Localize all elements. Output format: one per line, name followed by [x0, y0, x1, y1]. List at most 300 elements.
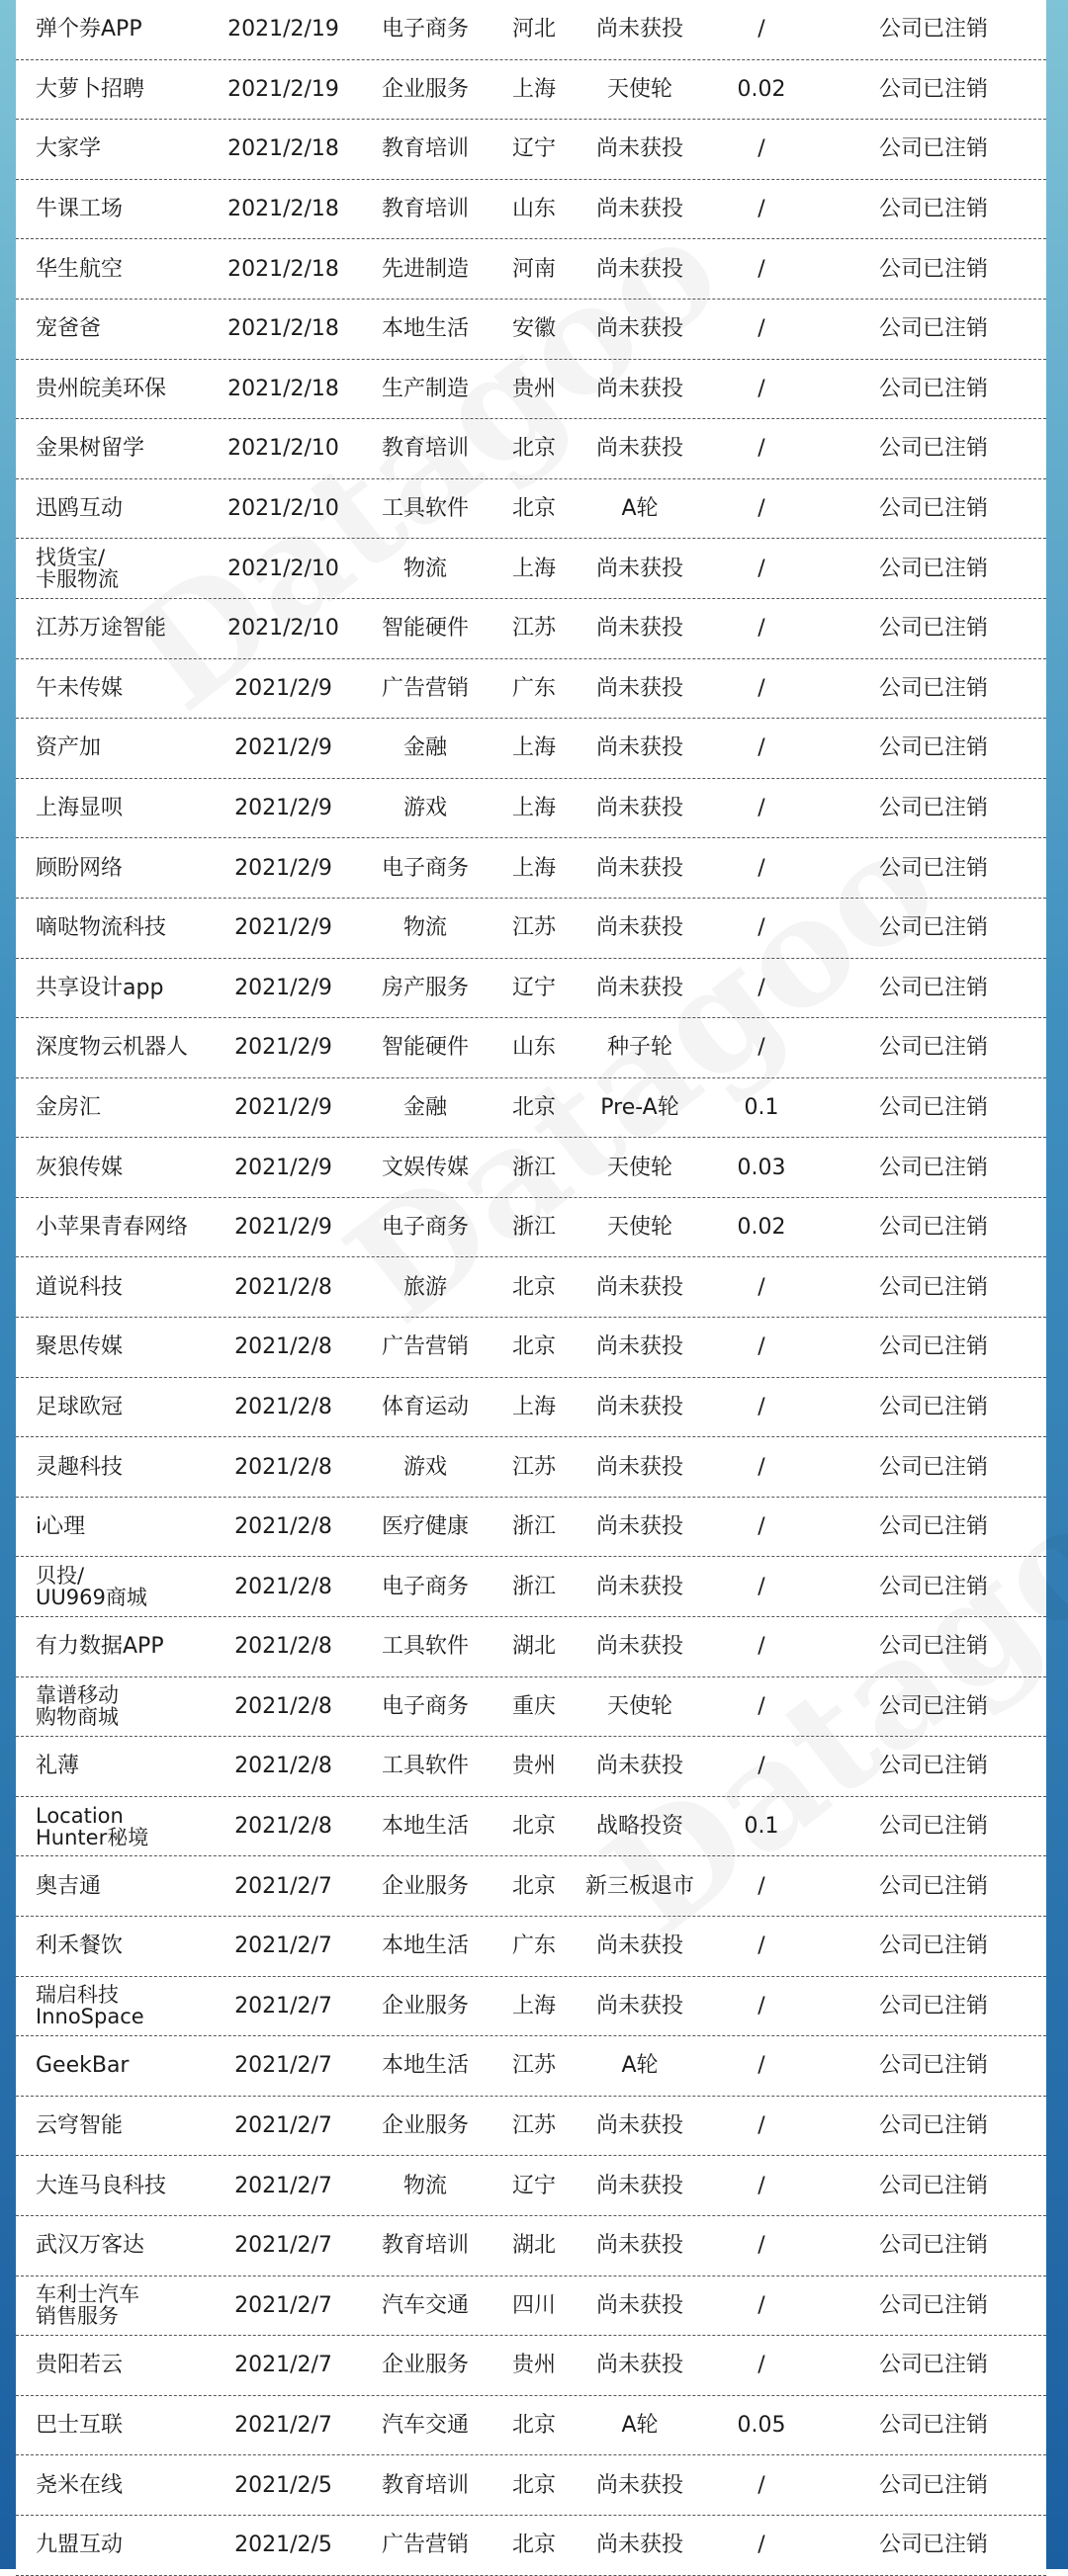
industry-cell: 游戏: [402, 795, 447, 820]
company-name-cell: 九盟互动: [36, 2533, 124, 2558]
table-row: [16, 1856, 1046, 1917]
industry-cell: 汽车交通: [381, 2413, 469, 2438]
table-row: [16, 2516, 1046, 2576]
table-row: [16, 779, 1046, 839]
table-row: [16, 2336, 1046, 2396]
region-cell: 山东: [511, 197, 556, 222]
amount-cell: /: [757, 1035, 765, 1061]
region-cell: 上海: [511, 556, 556, 581]
date-cell: 2021/2/7: [234, 2053, 332, 2079]
industry-cell: 企业服务: [381, 1873, 469, 1899]
funding-round-cell: 尚未获投: [595, 855, 683, 881]
region-cell: 河南: [511, 256, 556, 282]
industry-cell: 房产服务: [381, 975, 469, 1000]
status-cell: 公司已注销: [878, 1155, 988, 1180]
company-name-cell: 深度物云机器人: [36, 1035, 189, 1061]
company-name-cell: 共享设计app: [36, 975, 164, 1000]
table-row: [16, 120, 1046, 180]
region-cell: 湖北: [511, 1634, 556, 1660]
table-row: [16, 959, 1046, 1019]
region-cell: 上海: [511, 1394, 556, 1419]
company-name-cell: 靠谱移动 购物商城: [36, 1683, 119, 1730]
industry-cell: 本地生活: [381, 1814, 469, 1840]
table-row: [16, 60, 1046, 121]
company-name-cell: 车利士汽车 销售服务: [36, 2282, 139, 2329]
funding-round-cell: 战略投资: [595, 1814, 683, 1840]
company-name-cell: 江苏万途智能: [36, 616, 167, 642]
status-cell: 公司已注销: [878, 256, 988, 282]
date-cell: 2021/2/9: [234, 1155, 332, 1180]
region-cell: 贵州: [511, 1754, 556, 1779]
company-name-cell: 金房汇: [36, 1094, 102, 1120]
funding-round-cell: 尚未获投: [595, 376, 683, 401]
date-cell: 2021/2/5: [234, 2472, 332, 2498]
table-row: [16, 539, 1046, 599]
date-cell: 2021/2/7: [234, 1933, 332, 1959]
funding-round-cell: 尚未获投: [595, 1274, 683, 1300]
amount-cell: /: [757, 735, 765, 761]
amount-cell: /: [757, 1514, 765, 1540]
table-row: [16, 479, 1046, 540]
funding-round-cell: 新三板退市: [584, 1873, 694, 1899]
status-cell: 公司已注销: [878, 675, 988, 701]
date-cell: 2021/2/8: [234, 1814, 332, 1840]
industry-cell: 医疗健康: [381, 1514, 469, 1540]
amount-cell: /: [757, 2353, 765, 2378]
region-cell: 广东: [511, 675, 556, 701]
amount-cell: /: [757, 1693, 765, 1719]
status-cell: 公司已注销: [878, 1035, 988, 1061]
company-name-cell: 大家学: [36, 136, 102, 162]
company-name-cell: 弹个券APP: [36, 17, 142, 43]
amount-cell: /: [757, 1574, 765, 1599]
funding-round-cell: 尚未获投: [595, 2533, 683, 2558]
table-row: [16, 1138, 1046, 1198]
table-row: [16, 1018, 1046, 1078]
date-cell: 2021/2/7: [234, 1873, 332, 1899]
region-cell: 北京: [511, 1873, 556, 1899]
table-row: [16, 239, 1046, 300]
region-cell: 贵州: [511, 376, 556, 401]
funding-round-cell: 尚未获投: [595, 975, 683, 1000]
amount-cell: /: [757, 1754, 765, 1779]
amount-cell: 0.02: [737, 76, 786, 102]
industry-cell: 广告营销: [381, 1334, 469, 1360]
date-cell: 2021/2/7: [234, 1993, 332, 2018]
amount-cell: /: [757, 136, 765, 162]
industry-cell: 先进制造: [381, 256, 469, 282]
amount-cell: /: [757, 197, 765, 222]
region-cell: 浙江: [511, 1514, 556, 1540]
status-cell: 公司已注销: [878, 2533, 988, 2558]
status-cell: 公司已注销: [878, 436, 988, 462]
status-cell: 公司已注销: [878, 1754, 988, 1779]
status-cell: 公司已注销: [878, 2233, 988, 2259]
amount-cell: /: [757, 2292, 765, 2318]
region-cell: 北京: [511, 436, 556, 462]
region-cell: 浙江: [511, 1215, 556, 1241]
table-row: [16, 2276, 1046, 2337]
date-cell: 2021/2/7: [234, 2353, 332, 2378]
date-cell: 2021/2/5: [234, 2533, 332, 2558]
region-cell: 江苏: [511, 2053, 556, 2079]
region-cell: 上海: [511, 795, 556, 820]
amount-cell: /: [757, 2173, 765, 2198]
amount-cell: /: [757, 975, 765, 1000]
status-cell: 公司已注销: [878, 17, 988, 43]
region-cell: 上海: [511, 76, 556, 102]
table-row: [16, 2097, 1046, 2157]
company-name-cell: 午未传媒: [36, 675, 124, 701]
company-name-cell: 尧米在线: [36, 2472, 124, 2498]
region-cell: 北京: [511, 1814, 556, 1840]
left-border-decoration: [0, 0, 16, 2569]
date-cell: 2021/2/18: [227, 197, 339, 222]
funding-round-cell: 尚未获投: [595, 256, 683, 282]
status-cell: 公司已注销: [878, 1394, 988, 1419]
company-name-cell: 聚思传媒: [36, 1334, 124, 1360]
deregistered-companies-table: [16, 0, 1046, 2576]
company-name-cell: 上海显呗: [36, 795, 124, 820]
date-cell: 2021/2/7: [234, 2413, 332, 2438]
funding-round-cell: 尚未获投: [595, 2233, 683, 2259]
funding-round-cell: A轮: [621, 2053, 659, 2079]
amount-cell: /: [757, 2472, 765, 2498]
funding-round-cell: 尚未获投: [595, 1634, 683, 1660]
amount-cell: /: [757, 2053, 765, 2079]
status-cell: 公司已注销: [878, 795, 988, 820]
company-name-cell: 贵州皖美环保: [36, 376, 167, 401]
table-row: [16, 1257, 1046, 1318]
amount-cell: /: [757, 556, 765, 581]
company-name-cell: 牛课工场: [36, 197, 124, 222]
amount-cell: /: [757, 17, 765, 43]
date-cell: 2021/2/10: [227, 616, 339, 642]
company-name-cell: 贵阳若云: [36, 2353, 124, 2378]
amount-cell: /: [757, 1993, 765, 2018]
amount-cell: 0.05: [737, 2413, 786, 2438]
company-name-cell: 大连马良科技: [36, 2173, 167, 2198]
industry-cell: 教育培训: [381, 136, 469, 162]
industry-cell: 广告营销: [381, 675, 469, 701]
date-cell: 2021/2/8: [234, 1574, 332, 1599]
region-cell: 重庆: [511, 1693, 556, 1719]
company-name-cell: 找货宝/ 卡服物流: [36, 546, 119, 592]
status-cell: 公司已注销: [878, 136, 988, 162]
status-cell: 公司已注销: [878, 1334, 988, 1360]
amount-cell: /: [757, 316, 765, 342]
amount-cell: /: [757, 915, 765, 941]
table-row: [16, 0, 1046, 60]
region-cell: 浙江: [511, 1155, 556, 1180]
funding-round-cell: 尚未获投: [595, 436, 683, 462]
table-row: [16, 360, 1046, 420]
status-cell: 公司已注销: [878, 2113, 988, 2139]
amount-cell: /: [757, 496, 765, 521]
date-cell: 2021/2/9: [234, 1035, 332, 1061]
status-cell: 公司已注销: [878, 2292, 988, 2318]
amount-cell: 0.1: [744, 1094, 779, 1120]
amount-cell: /: [757, 795, 765, 820]
region-cell: 上海: [511, 855, 556, 881]
date-cell: 2021/2/7: [234, 2233, 332, 2259]
funding-round-cell: 尚未获投: [595, 1993, 683, 2018]
date-cell: 2021/2/19: [227, 17, 339, 43]
company-name-cell: 足球欧冠: [36, 1394, 124, 1419]
table-row: [16, 180, 1046, 240]
status-cell: 公司已注销: [878, 556, 988, 581]
table-row: [16, 659, 1046, 720]
table-row: [16, 1198, 1046, 1258]
funding-round-cell: 尚未获投: [595, 2113, 683, 2139]
table-row: [16, 1917, 1046, 1977]
region-cell: 四川: [511, 2292, 556, 2318]
amount-cell: 0.02: [737, 1215, 786, 1241]
table-row: [16, 1078, 1046, 1139]
funding-round-cell: 尚未获投: [595, 1394, 683, 1419]
funding-round-cell: 尚未获投: [595, 316, 683, 342]
industry-cell: 教育培训: [381, 436, 469, 462]
date-cell: 2021/2/10: [227, 436, 339, 462]
company-name-cell: 灵趣科技: [36, 1454, 124, 1480]
date-cell: 2021/2/18: [227, 376, 339, 401]
amount-cell: /: [757, 2533, 765, 2558]
date-cell: 2021/2/9: [234, 975, 332, 1000]
industry-cell: 教育培训: [381, 197, 469, 222]
date-cell: 2021/2/8: [234, 1454, 332, 1480]
date-cell: 2021/2/8: [234, 1514, 332, 1540]
date-cell: 2021/2/8: [234, 1754, 332, 1779]
funding-round-cell: 尚未获投: [595, 616, 683, 642]
funding-round-cell: 尚未获投: [595, 675, 683, 701]
status-cell: 公司已注销: [878, 76, 988, 102]
amount-cell: /: [757, 1334, 765, 1360]
funding-round-cell: 天使轮: [606, 1693, 672, 1719]
industry-cell: 工具软件: [381, 496, 469, 521]
status-cell: 公司已注销: [878, 496, 988, 521]
funding-round-cell: 尚未获投: [595, 2353, 683, 2378]
status-cell: 公司已注销: [878, 616, 988, 642]
amount-cell: /: [757, 1873, 765, 1899]
company-name-cell: 巴士互联: [36, 2413, 124, 2438]
industry-cell: 电子商务: [381, 1215, 469, 1241]
region-cell: 广东: [511, 1933, 556, 1959]
industry-cell: 游戏: [402, 1454, 447, 1480]
date-cell: 2021/2/10: [227, 556, 339, 581]
industry-cell: 教育培训: [381, 2233, 469, 2259]
funding-round-cell: 尚未获投: [595, 136, 683, 162]
status-cell: 公司已注销: [878, 376, 988, 401]
funding-round-cell: 尚未获投: [595, 735, 683, 761]
region-cell: 河北: [511, 17, 556, 43]
date-cell: 2021/2/7: [234, 2292, 332, 2318]
status-cell: 公司已注销: [878, 1814, 988, 1840]
region-cell: 贵州: [511, 2353, 556, 2378]
funding-round-cell: 种子轮: [606, 1035, 672, 1061]
amount-cell: /: [757, 256, 765, 282]
region-cell: 安徽: [511, 316, 556, 342]
status-cell: 公司已注销: [878, 316, 988, 342]
region-cell: 江苏: [511, 1454, 556, 1480]
industry-cell: 企业服务: [381, 1993, 469, 2018]
table-row: [16, 1677, 1046, 1738]
date-cell: 2021/2/8: [234, 1693, 332, 1719]
amount-cell: /: [757, 1454, 765, 1480]
table-row: [16, 599, 1046, 659]
industry-cell: 物流: [402, 556, 447, 581]
region-cell: 浙江: [511, 1574, 556, 1599]
date-cell: 2021/2/9: [234, 1215, 332, 1241]
amount-cell: /: [757, 1274, 765, 1300]
company-name-cell: 贝投/ UU969商城: [36, 1564, 147, 1610]
industry-cell: 企业服务: [381, 2113, 469, 2139]
region-cell: 北京: [511, 1274, 556, 1300]
status-cell: 公司已注销: [878, 735, 988, 761]
table-row: [16, 2396, 1046, 2456]
status-cell: 公司已注销: [878, 1574, 988, 1599]
funding-round-cell: 尚未获投: [595, 556, 683, 581]
industry-cell: 电子商务: [381, 1574, 469, 1599]
industry-cell: 工具软件: [381, 1754, 469, 1779]
status-cell: 公司已注销: [878, 1993, 988, 2018]
status-cell: 公司已注销: [878, 1274, 988, 1300]
company-name-cell: 有力数据APP: [36, 1634, 164, 1660]
industry-cell: 本地生活: [381, 316, 469, 342]
table-row: [16, 2156, 1046, 2216]
amount-cell: /: [757, 616, 765, 642]
region-cell: 辽宁: [511, 2173, 556, 2198]
status-cell: 公司已注销: [878, 2472, 988, 2498]
industry-cell: 本地生活: [381, 2053, 469, 2079]
date-cell: 2021/2/8: [234, 1394, 332, 1419]
region-cell: 北京: [511, 1094, 556, 1120]
funding-round-cell: 尚未获投: [595, 915, 683, 941]
table-row: [16, 1378, 1046, 1438]
table-row: [16, 1557, 1046, 1617]
region-cell: 北京: [511, 496, 556, 521]
company-name-cell: i心理: [36, 1514, 86, 1540]
company-name-cell: Location Hunter秘境: [36, 1803, 149, 1849]
amount-cell: /: [757, 2233, 765, 2259]
company-name-cell: 礼薄: [36, 1754, 80, 1779]
industry-cell: 金融: [402, 735, 447, 761]
date-cell: 2021/2/7: [234, 2113, 332, 2139]
table-row: [16, 2036, 1046, 2097]
funding-round-cell: 尚未获投: [595, 1454, 683, 1480]
date-cell: 2021/2/8: [234, 1334, 332, 1360]
amount-cell: /: [757, 376, 765, 401]
table-row: [16, 1318, 1046, 1378]
industry-cell: 物流: [402, 2173, 447, 2198]
funding-round-cell: 尚未获投: [595, 1754, 683, 1779]
amount-cell: /: [757, 2113, 765, 2139]
funding-round-cell: 尚未获投: [595, 1933, 683, 1959]
funding-round-cell: 天使轮: [606, 1155, 672, 1180]
company-name-cell: 奥吉通: [36, 1873, 102, 1899]
funding-round-cell: A轮: [621, 496, 659, 521]
table-row: [16, 2455, 1046, 2516]
industry-cell: 汽车交通: [381, 2292, 469, 2318]
industry-cell: 文娱传媒: [381, 1155, 469, 1180]
table-row: [16, 899, 1046, 959]
region-cell: 江苏: [511, 915, 556, 941]
region-cell: 上海: [511, 1993, 556, 2018]
amount-cell: /: [757, 1634, 765, 1660]
funding-round-cell: 尚未获投: [595, 2173, 683, 2198]
date-cell: 2021/2/19: [227, 76, 339, 102]
industry-cell: 金融: [402, 1094, 447, 1120]
region-cell: 辽宁: [511, 136, 556, 162]
amount-cell: /: [757, 1933, 765, 1959]
status-cell: 公司已注销: [878, 2173, 988, 2198]
region-cell: 上海: [511, 735, 556, 761]
status-cell: 公司已注销: [878, 197, 988, 222]
company-name-cell: 资产加: [36, 735, 102, 761]
industry-cell: 智能硬件: [381, 616, 469, 642]
status-cell: 公司已注销: [878, 1094, 988, 1120]
region-cell: 北京: [511, 2472, 556, 2498]
status-cell: 公司已注销: [878, 1514, 988, 1540]
funding-round-cell: 尚未获投: [595, 17, 683, 43]
status-cell: 公司已注销: [878, 2053, 988, 2079]
date-cell: 2021/2/9: [234, 675, 332, 701]
table-row: [16, 1797, 1046, 1857]
company-name-cell: 小苹果青春网络: [36, 1215, 189, 1241]
table-row: [16, 300, 1046, 360]
status-cell: 公司已注销: [878, 1454, 988, 1480]
table-row: [16, 838, 1046, 899]
status-cell: 公司已注销: [878, 1933, 988, 1959]
company-name-cell: 道说科技: [36, 1274, 124, 1300]
industry-cell: 电子商务: [381, 1693, 469, 1719]
industry-cell: 旅游: [402, 1274, 447, 1300]
region-cell: 江苏: [511, 616, 556, 642]
table-row: [16, 719, 1046, 779]
amount-cell: /: [757, 855, 765, 881]
funding-round-cell: A轮: [621, 2413, 659, 2438]
table-row: [16, 1498, 1046, 1558]
date-cell: 2021/2/9: [234, 1094, 332, 1120]
date-cell: 2021/2/9: [234, 915, 332, 941]
amount-cell: 0.03: [737, 1155, 786, 1180]
company-name-cell: 金果树留学: [36, 436, 145, 462]
industry-cell: 电子商务: [381, 855, 469, 881]
date-cell: 2021/2/18: [227, 256, 339, 282]
amount-cell: /: [757, 675, 765, 701]
date-cell: 2021/2/7: [234, 2173, 332, 2198]
industry-cell: 生产制造: [381, 376, 469, 401]
company-name-cell: 嘀哒物流科技: [36, 915, 167, 941]
date-cell: 2021/2/9: [234, 795, 332, 820]
region-cell: 北京: [511, 2533, 556, 2558]
status-cell: 公司已注销: [878, 2413, 988, 2438]
date-cell: 2021/2/18: [227, 136, 339, 162]
date-cell: 2021/2/18: [227, 316, 339, 342]
status-cell: 公司已注销: [878, 2353, 988, 2378]
amount-cell: 0.1: [744, 1814, 779, 1840]
funding-round-cell: 尚未获投: [595, 2472, 683, 2498]
status-cell: 公司已注销: [878, 1873, 988, 1899]
funding-round-cell: 尚未获投: [595, 1334, 683, 1360]
industry-cell: 工具软件: [381, 1634, 469, 1660]
date-cell: 2021/2/8: [234, 1274, 332, 1300]
funding-round-cell: 天使轮: [606, 1215, 672, 1241]
amount-cell: /: [757, 436, 765, 462]
status-cell: 公司已注销: [878, 975, 988, 1000]
table-row: [16, 1977, 1046, 2037]
company-name-cell: 武汉万客达: [36, 2233, 145, 2259]
table-row: [16, 1737, 1046, 1797]
